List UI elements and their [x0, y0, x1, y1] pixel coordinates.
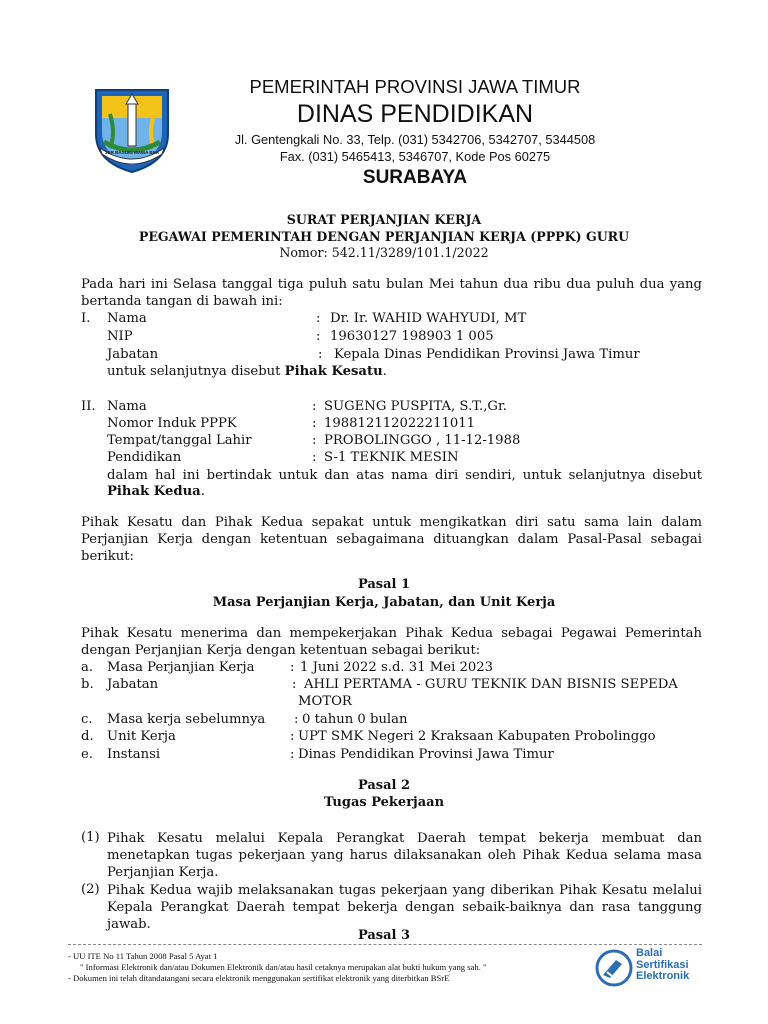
- work-unit-value: UPT SMK Negeri 2 Kraksaan Kabupaten Probolinggo: [298, 729, 656, 744]
- agency-sep: :: [290, 747, 295, 762]
- task-2-line-3: jawab.: [107, 917, 151, 932]
- party1-position-label: Jabatan: [107, 347, 159, 362]
- party2-name-label: Nama: [107, 399, 147, 414]
- position-marker: b.: [81, 677, 94, 692]
- term-sep: :: [290, 660, 295, 675]
- task-2-line-2: Kepala Perangkat Daerah tempat bekerja dengan sebaik-baiknya dan rasa tanggung: [107, 900, 702, 915]
- position-value: AHLI PERTAMA - GURU TEKNIK DAN BISNIS SEPEDA: [304, 677, 678, 692]
- party2-note-line-2: Pihak Kedua.: [107, 484, 205, 499]
- agency-value: Dinas Pendidikan Provinsi Jawa Timur: [298, 747, 554, 762]
- prior-service-sep: :: [294, 712, 299, 727]
- address-line-1: Jl. Gentengkali No. 33, Telp. (031) 5342706, 5342707, 5344508: [234, 132, 596, 147]
- work-unit-sep: :: [290, 729, 295, 744]
- agreement-line-3: berikut:: [81, 549, 134, 564]
- prior-service-label: Masa kerja sebelumnya: [107, 712, 266, 727]
- party2-numeral: II.: [81, 399, 96, 414]
- party1-position-value: Kepala Dinas Pendidikan Provinsi Jawa Timur: [334, 347, 640, 362]
- agreement-line-2: Perjanjian Kerja dengan ketentuan sebagaimana dituangkan dalam Pasal-Pasal sebagai: [81, 532, 702, 547]
- party2-name-value: SUGENG PUSPITA, S.T.,Gr.: [324, 399, 508, 414]
- address-line-2: Fax. (031) 5465413, 5346707, Kode Pos 60275: [279, 149, 551, 164]
- bse-wordmark: [636, 948, 726, 983]
- work-unit-marker: d.: [81, 729, 94, 744]
- task-1-line-1: Pihak Kesatu melalui Kepala Perangkat Daerah tempat bekerja membuat dan: [107, 831, 702, 846]
- pasal2-heading: Pasal 2: [357, 778, 411, 793]
- party2-education-sep: :: [312, 450, 317, 465]
- department-name: DINAS PENDIDIKAN: [296, 100, 534, 128]
- bse-line-3: Elektronik: [636, 970, 690, 982]
- pasal2-subheading: Tugas Pekerjaan: [323, 795, 445, 810]
- pihak-kedua-term: Pihak Kedua: [107, 484, 201, 499]
- footer-esign-note: - Dokumen ini telah ditandatangani secara elektronik menggunakan sertifikat elektronik yang diterbitkan BSrE: [68, 973, 450, 983]
- bse-logo-icon: [594, 948, 634, 988]
- document-title: SURAT PERJANJIAN KERJA: [286, 212, 482, 227]
- party1-note: untuk selanjutnya disebut Pihak Kesatu.: [107, 364, 387, 379]
- pihak-kesatu-term: Pihak Kesatu: [284, 364, 383, 379]
- city-name: SURABAYA: [362, 167, 468, 188]
- party2-birth-label: Tempat/tanggal Lahir: [107, 433, 252, 448]
- bse-line-1: Balai: [636, 947, 663, 959]
- party2-birth-value: PROBOLINGGO , 11-12-1988: [324, 433, 521, 448]
- logo-motto: JER BASUKI MAWA BEA: [104, 150, 160, 155]
- task-1-line-3: Perjanjian Kerja.: [107, 865, 219, 880]
- party2-education-value: S-1 TEKNIK MESIN: [324, 450, 459, 465]
- party2-education-label: Pendidikan: [107, 450, 182, 465]
- prior-service-marker: c.: [81, 712, 93, 727]
- pasal1-intro-line-2: dengan Perjanjian Kerja dengan ketentuan sebagai berikut:: [81, 643, 481, 658]
- footer-law-quote: " Informasi Elektronik dan/atau Dokumen Elektronik dan/atau hasil cetaknya merupakan alat bukti hukum yang sah. ": [80, 962, 487, 972]
- party2-pppk-value: 198812112022211011: [324, 416, 476, 431]
- party2-note-line-1: dalam hal ini bertindak untuk dan atas nama diri sendiri, untuk selanjutnya disebut: [107, 468, 702, 483]
- pasal1-intro-line-1: Pihak Kesatu menerima dan mempekerjakan Pihak Kedua sebagai Pegawai Pemerintah: [81, 626, 702, 641]
- party2-birth-sep: :: [312, 433, 317, 448]
- task-marker-1: (1): [81, 830, 100, 845]
- party1-position-sep: :: [318, 347, 323, 362]
- province-coat-of-arms: [86, 84, 178, 174]
- agency-label: Instansi: [107, 747, 161, 762]
- document-subtitle: PEGAWAI PEMERINTAH DENGAN PERJANJIAN KERJA (PPPK) GURU: [138, 229, 630, 244]
- party2-pppk-sep: :: [312, 416, 317, 431]
- opening-line-2: bertanda tangan di bawah ini:: [81, 294, 283, 309]
- party1-name-sep: :: [316, 311, 321, 326]
- document-number: Nomor: 542.11/3289/101.1/2022: [279, 245, 489, 260]
- party1-nip-value: 19630127 198903 1 005: [330, 329, 494, 344]
- task-2-line-1: Pihak Kedua wajib melaksanakan tugas pekerjaan yang diberikan Pihak Kesatu melalui: [107, 883, 702, 898]
- bse-line-2: Sertifikasi: [636, 958, 689, 971]
- party1-numeral: I.: [81, 311, 91, 326]
- party1-name-label: Nama: [107, 311, 147, 326]
- agreement-line-1: Pihak Kesatu dan Pihak Kedua sepakat untuk mengikatkan diri satu sama lain dalam: [81, 515, 702, 530]
- party1-nip-sep: :: [316, 329, 321, 344]
- pasal3-heading: Pasal 3: [357, 928, 411, 943]
- term-value: 1 Juni 2022 s.d. 31 Mei 2023: [300, 660, 494, 675]
- government-name: PEMERINTAH PROVINSI JAWA TIMUR: [249, 76, 581, 97]
- party1-name-value: Dr. Ir. WAHID WAHYUDI, MT: [330, 311, 527, 326]
- work-unit-label: Unit Kerja: [107, 729, 176, 744]
- term-label: Masa Perjanjian Kerja: [107, 660, 255, 675]
- term-marker: a.: [81, 660, 94, 675]
- position-sep: :: [292, 677, 297, 692]
- footer-law-reference: - UU ITE No 11 Tahun 2008 Pasal 5 Ayat 1: [68, 951, 218, 961]
- party2-name-sep: :: [312, 399, 317, 414]
- position-label: Jabatan: [107, 677, 159, 692]
- task-marker-2: (2): [81, 882, 100, 897]
- party1-nip-label: NIP: [107, 329, 133, 344]
- pasal1-subheading: Masa Perjanjian Kerja, Jabatan, dan Unit Kerja: [212, 595, 556, 610]
- opening-line-1: Pada hari ini Selasa tanggal tiga puluh satu bulan Mei tahun dua ribu dua puluh dua yang: [81, 277, 702, 292]
- pasal1-heading: Pasal 1: [357, 577, 411, 592]
- party2-pppk-label: Nomor Induk PPPK: [107, 416, 237, 431]
- prior-service-value: 0 tahun 0 bulan: [302, 712, 408, 727]
- position-value-cont: MOTOR: [298, 694, 352, 709]
- task-1-line-2: menetapkan tugas pekerjaan yang harus dilaksanakan oleh Pihak Kedua selama masa: [107, 848, 702, 863]
- footer-divider: [68, 944, 702, 945]
- agency-marker: e.: [81, 747, 93, 762]
